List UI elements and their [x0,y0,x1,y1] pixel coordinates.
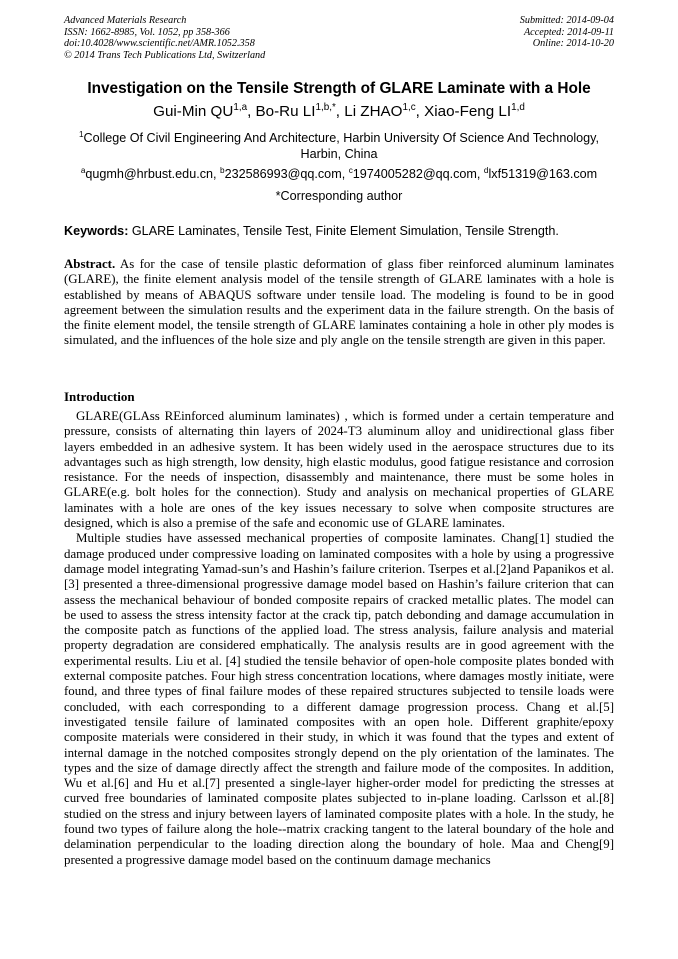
section-heading-introduction: Introduction [64,389,135,404]
email-address[interactable]: 1974005282@qq.com [352,167,477,181]
email-marker: d [483,165,489,175]
author-separator: , [247,103,256,120]
journal-name: Advanced Materials Research [64,15,187,26]
abstract-text: As for the case of tensile plastic deformation of glass fiber reinforced aluminum laminates (GLARE), the finite element analysis model of the tensile strength of GLARE laminates with a hole is established by means of ABAQUS software under tensile load. The modeling is found to be in good agreement between the simulation results and the experiment data in the failure strength. On the basis of the finite element model, the tensile strength of GLARE laminates containing a hole in other ply modes is simulated, and the influences of the hole size and ply angle on the tensile strength are given in this paper. [64,257,614,348]
author-name: Xiao-Feng LI [424,103,512,120]
online-date: Online: 2014-10-20 [532,38,614,50]
author-affiliation-marker: 1,b,* [315,101,336,113]
email-address[interactable]: lxf51319@163.com [488,167,598,181]
author-affiliation-marker: 1,d [511,101,525,113]
email-list [40,166,638,182]
journal-copyright: © 2014 Trans Tech Publications Ltd, Switzerland [64,49,266,61]
author [424,103,525,120]
email-marker: b [220,165,225,175]
body-paragraph: Multiple studies have assessed mechanical properties of composite laminates. Chang[1] studied the damage produced under compressive loading on laminated composites with a hole by using a progressive damage model integrating Yamad-sun’s and Hashin’s failure criterion. Tserpes et al.[2]and Papanikos et al.[3] presented a three-dimensional progressive damage model based on Hashin’s failure criterion that can assess the mechanical behaviour of bonded composite repairs of cracked metallic plates. The model can be used to assess the stress intensity factor at the crack tip, patch debonding and damage accumulation in the composite patch as functions of the applied load. The stress analysis, failure analysis and material property degradation are considered emphatically. The analysis results are in good agreement with the experimental results. Liu et al. [4] studied the tensile behavior of open-hole composite plates bonded with external composite patches. Four high stress concentration locations, where damages mostly initiate, were found, and three types of final failure modes of these repaired structures subjected to tensile loads were concluded, with each corresponding to a different damage progression process. Chang et al.[5] investigated tensile failure of laminated composites with an open hole. Different graphite/epoxy composite materials were considered in their study, in which it was found that the types and extent of internal damage in the notched composites strongly depend on the ply orientation of the laminates. The types and the size of damage directly affect the strength and failure mode of the composites. In addition, Wu et al.[6] and Hu et al.[7] presented a single-layer higher-order model for predicting the stresses at curved free boundaries of laminated composite plates subjected to in-plane loading. Carlsson et al.[8] studied on the stress and injury between layers of laminated composite plates with a hole. In the study, he found two types of failure along the hole--matrix cracking tangent to the lateral boundary of the hole and delamination perpendicular to the loading direction along the boundary of hole. Maa and Cheng[9] presented a progressive damage model based on the continuum damage mechanics [64,531,614,867]
accepted-date: Accepted: 2014-09-11 [523,26,614,38]
abstract-label: Abstract. [64,257,116,271]
author-affiliation-marker: 1,c [402,101,416,113]
introduction-body [64,409,614,868]
author-separator: , [415,103,425,120]
affiliation-text: College Of Civil Engineering And Architecture, Harbin University Of Science And Technology, Harbin, China [83,131,599,161]
author-list [40,103,638,121]
keywords-label: Keywords: [64,224,129,238]
author [344,103,424,120]
abstract [64,257,614,349]
author [153,103,255,120]
email-separator: , [213,167,220,181]
email-entry [484,167,597,181]
keywords [64,223,614,239]
email-entry [220,167,349,181]
email-entry [349,167,484,181]
submitted-date: Submitted: 2014-09-04 [519,15,614,26]
author-name: Bo-Ru LI [255,103,316,120]
keywords-text: GLARE Laminates, Tensile Test, Finite Element Simulation, Tensile Strength. [131,224,559,238]
email-marker: c [348,165,353,175]
author-name: Li ZHAO [344,103,403,120]
email-address[interactable]: 232586993@qq.com [224,167,342,181]
corresponding-author-note: *Corresponding author [275,189,403,203]
email-separator: , [341,167,349,181]
journal-doi[interactable]: doi:10.4028/www.scientific.net/AMR.1052.358 [64,38,255,50]
journal-issn: ISSN: 1662-8985, Vol. 1052, pp 358-366 [64,26,230,38]
journal-header [64,15,265,61]
publication-dates [520,15,614,50]
affiliation-marker: 1 [78,129,84,139]
author-separator: , [335,103,345,120]
email-address[interactable]: qugmh@hrbust.edu.cn [85,167,213,181]
affiliation [60,130,618,162]
author [256,103,345,120]
paper-title: Investigation on the Tensile Strength of GLARE Laminate with a Hole [87,80,591,97]
author-affiliation-marker: 1,a [233,101,248,113]
email-marker: a [80,165,86,175]
email-separator: , [476,167,484,181]
email-entry [81,167,220,181]
body-paragraph: GLARE(GLAss REinforced aluminum laminates) , which is formed under a certain temperature and pressure, consists of alternating thin layers of 2024-T3 aluminum alloy and unidirectional glass fiber layers embedded in an adhesive system. It has been widely used in the aerospace structures due to its advantages such as high strength, low density, high elastic modulus, good fatigue resistance and corrosion resistance. For the needs of inspection, disassembly and maintenance, there must be some holes in GLARE(e.g. bolt holes for the connection). Study and analysis on mechanical properties of GLARE laminates with a hole are ones of the key issues necessary to solve when composite structures are designed, which is also a premise of the safe and economic use of GLARE laminates. [64,409,614,531]
author-name: Gui-Min QU [153,103,234,120]
